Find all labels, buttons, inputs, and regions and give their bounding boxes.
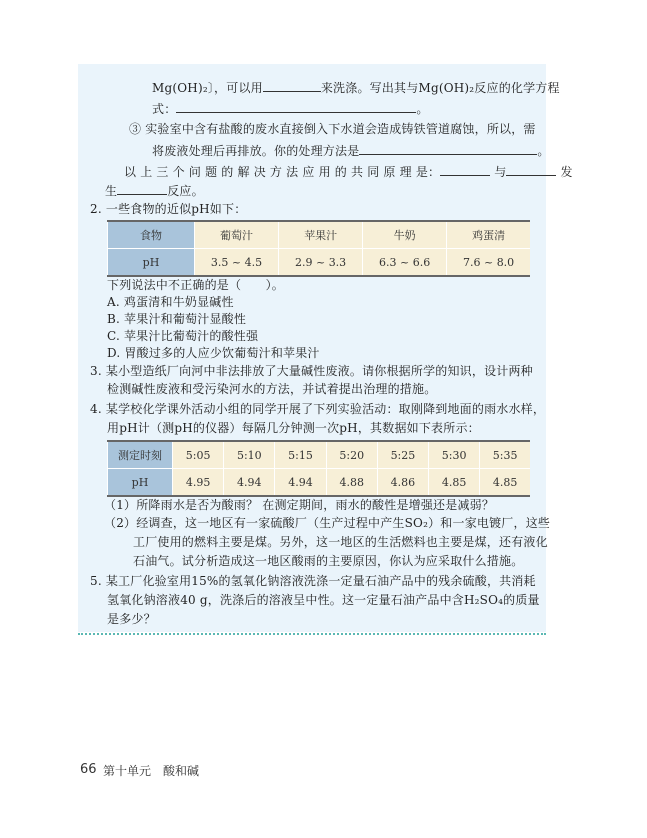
text: 式： [152, 102, 177, 116]
table-cell: 2.9 ~ 3.3 [279, 249, 363, 277]
unit-title: 第十单元 酸和碱 [103, 764, 200, 778]
table-cell: 5:10 [224, 441, 275, 469]
q4-sub2-line1: （2）经调查，这一地区有一家硫酸厂（生产过程中产生SO₂）和一家电镀厂，这些 [104, 516, 551, 530]
text: 来洗涤。写出其与Mg(OH)₂反应的化学方程 [320, 81, 560, 95]
q5-line1: 5. 某工厂化验室用15%的氢氧化钠溶液洗涤一定量石油产品中的残余硫酸，共消耗 [90, 574, 536, 588]
text: 以 上 三 个 问 题 的 解 决 方 法 应 用 的 共 同 原 理 是： [124, 165, 441, 179]
table-cell: 4.88 [326, 469, 377, 497]
text: 。 [537, 144, 550, 158]
text: 发 [560, 165, 573, 179]
answer-blank[interactable] [440, 163, 490, 176]
food-ph-table [107, 220, 530, 277]
table-cell: 4.85 [429, 469, 480, 497]
table-cell: 4.95 [173, 469, 224, 497]
table-cell: pH [108, 469, 173, 497]
q4-line1: 4. 某学校化学课外活动小组的同学开展了下列实验活动：取刚降到地面的雨水水样， [90, 402, 546, 416]
table-cell: 5:15 [275, 441, 326, 469]
answer-blank[interactable] [263, 79, 321, 92]
q1-line1 [152, 79, 560, 96]
table-cell: 4.94 [275, 469, 326, 497]
text: 与 [494, 165, 507, 179]
text: 将废液处理后再排放。你的处理方法是 [152, 144, 360, 158]
dotted-divider [78, 633, 546, 635]
table-cell: 苹果汁 [279, 221, 363, 249]
page-number: 66 [80, 762, 97, 777]
q2-stem: 2. 一些食物的近似pH如下： [90, 202, 247, 216]
table-cell: 4.86 [377, 469, 428, 497]
text: 生 [105, 184, 118, 198]
q5-line2: 氢氧化钠溶液40 g，洗涤后的溶液呈中性。这一定量石油产品中含H₂SO₄的质量 [107, 593, 540, 607]
table-cell: 牛奶 [363, 221, 447, 249]
q3-line1: 3. 某小型造纸厂向河中非法排放了大量碱性废液。请你根据所学的知识，设计两种 [90, 364, 533, 378]
table-cell: 5:25 [377, 441, 428, 469]
table-row [108, 221, 531, 249]
answer-blank[interactable] [506, 163, 556, 176]
table-cell: 葡萄汁 [195, 221, 279, 249]
q2-option-d: D. 胃酸过多的人应少饮葡萄汁和苹果汁 [107, 346, 320, 360]
table-cell: 5:20 [326, 441, 377, 469]
q5-line3: 是多少？ [107, 612, 156, 626]
table-row [108, 469, 531, 497]
q4-sub2-line2: 工厂使用的燃料主要是煤。另外，这一地区的生活燃料也主要是煤，还有液化 [133, 535, 548, 549]
table-row [108, 441, 531, 469]
table-cell: 7.6 ~ 8.0 [447, 249, 530, 277]
table-cell: 3.5 ~ 4.5 [195, 249, 279, 277]
q2-option-b: B. 苹果汁和葡萄汁显酸性 [107, 312, 247, 326]
table-cell: 测定时刻 [108, 441, 173, 469]
q1-line5 [124, 163, 573, 180]
q4-sub2-line3: 石油气。试分析造成这一地区酸雨的主要原因，你认为应采取什么措施。 [133, 554, 524, 568]
table-cell: 食物 [108, 221, 195, 249]
text: Mg(OH)₂〕，可以用 [152, 81, 263, 95]
q2-option-a: A. 鸡蛋清和牛奶显碱性 [107, 295, 234, 309]
q1-line2 [152, 100, 429, 117]
q4-line2: 用pH计（测pH的仪器）每隔几分钟测一次pH，其数据如下表所示： [107, 421, 480, 435]
q1-line4 [152, 142, 550, 159]
q1-line6 [105, 182, 204, 199]
table-cell: 鸡蛋清 [447, 221, 530, 249]
text: 。 [416, 102, 429, 116]
q3-line2: 检测碱性废液和受污染河水的方法，并试着提出治理的措施。 [107, 382, 437, 396]
table-cell: 4.94 [224, 469, 275, 497]
table-row [108, 249, 531, 277]
q2-question: 下列说法中不正确的是（ ）。 [107, 278, 285, 292]
q4-sub1: （1）所降雨水是否为酸雨？ 在测定期间，雨水的酸性是增强还是减弱？ [104, 498, 495, 512]
table-cell: 4.85 [480, 469, 530, 497]
table-cell: pH [108, 249, 195, 277]
table-cell: 5:35 [480, 441, 530, 469]
text: 反应。 [167, 184, 204, 198]
q1-line3: ③ 实验室中含有盐酸的废水直接倒入下水道会造成铸铁管道腐蚀，所以，需 [129, 122, 536, 136]
table-cell: 6.3 ~ 6.6 [363, 249, 447, 277]
table-cell: 5:05 [173, 441, 224, 469]
answer-blank[interactable] [117, 182, 167, 195]
answer-blank[interactable] [359, 142, 537, 155]
answer-blank[interactable] [176, 100, 416, 113]
table-cell: 5:30 [429, 441, 480, 469]
rain-ph-table [107, 440, 530, 497]
q2-option-c: C. 苹果汁比葡萄汁的酸性强 [107, 329, 259, 343]
